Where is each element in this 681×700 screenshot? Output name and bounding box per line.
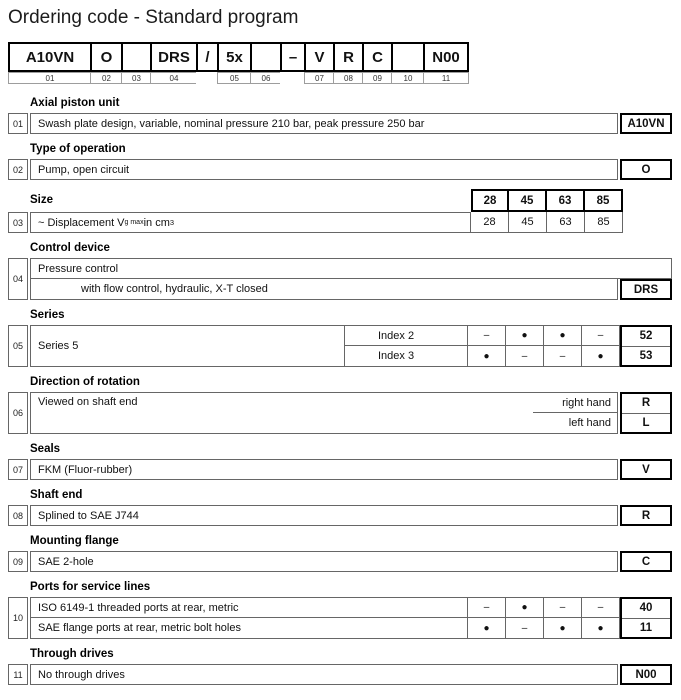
code-box: 11 [622,618,670,638]
displacement-unit: in cm [143,216,170,229]
code-box: A10VN [620,113,672,134]
rotation-option-label: left hand [568,417,611,429]
size-value: 63 [547,212,585,233]
ordering-code-col [304,42,335,84]
code-box: 40 [639,602,653,615]
ordering-code-pos: 01 [8,72,92,84]
size-column-header: 63 [547,191,585,210]
ordering-code-pos: 05 [217,72,252,84]
series-index-grid [345,325,620,367]
page-title: Ordering code - Standard program [8,7,299,28]
ordering-code-pos: 02 [90,72,123,84]
position-number: 10 [8,597,28,639]
availability-mark: – [582,597,620,618]
code-box: 53 [622,346,670,366]
availability-mark: ● [468,346,506,367]
code-box: O [620,159,672,180]
size-column-headers [471,189,623,212]
section-heading: Mounting flange [30,535,119,547]
availability-mark: – [544,597,582,618]
description-cell: Pump, open circuit [30,159,618,180]
description-cell [30,392,618,434]
ordering-code-col [391,42,425,84]
section-heading: Through drives [30,648,114,660]
section-type-of-operation [8,143,672,180]
section-heading: Shaft end [30,489,83,501]
availability-mark: – [506,346,544,367]
rotation-description: Viewed on shaft end [38,396,138,408]
availability-mark: ● [506,597,544,618]
ordering-code-col [90,42,123,84]
ordering-code-pos: 08 [333,72,364,84]
index-label: Index 2 [345,325,468,346]
ordering-code-pos: 03 [121,72,152,84]
availability-mark: ● [582,346,620,367]
size-column-header: 85 [596,194,610,207]
position-number: 11 [8,664,28,685]
description-cell: No through drives [30,664,618,685]
description-cell: with flow control, hydraulic, X-T closed [30,279,618,300]
ordering-code-pos: 09 [362,72,393,84]
rotation-labels [533,393,617,433]
code-stack [620,325,672,367]
code-box: N00 [620,664,672,685]
position-number: 07 [8,459,28,480]
ordering-code-cell: R [333,42,364,72]
ordering-code-cell [391,42,425,72]
availability-mark: – [582,325,620,346]
availability-mark: ● [544,325,582,346]
section-mounting-flange [8,535,672,572]
ordering-code-pos-blank [196,72,219,84]
description-cell: ISO 6149-1 threaded ports at rear, metric [30,597,468,618]
section-heading: Series [30,309,65,321]
description-cell: Series 5 [30,325,345,367]
availability-mark: – [544,346,582,367]
position-number: 09 [8,551,28,572]
availability-mark: – [468,597,506,618]
ordering-code-separator-slash: / [196,42,219,72]
displacement-superscript: 3 [169,218,175,227]
control-device-body [30,258,672,300]
position-number: 05 [8,325,28,367]
ordering-code-col [250,42,282,84]
availability-mark: ● [468,618,506,639]
section-size [8,189,672,233]
displacement-label: ~ Displacement V [38,216,125,229]
ordering-code-table [8,42,493,84]
section-seals [8,443,672,480]
availability-mark: – [468,325,506,346]
ordering-code-cell: O [90,42,123,72]
position-number: 03 [8,212,28,233]
ordering-code-cell: C [362,42,393,72]
ordering-code-col [8,42,92,84]
section-heading: Axial piston unit [30,97,120,109]
ordering-code-cell: DRS [150,42,198,72]
index-label: Index 3 [345,346,468,367]
availability-mark: ● [506,325,544,346]
ports-grid [30,597,620,639]
size-header-row [8,189,672,212]
code-stack [620,597,672,639]
ordering-code-col [333,42,364,84]
ordering-code-cell: A10VN [8,42,92,72]
section-axial-piston-unit [8,97,672,134]
code-box: R [620,505,672,526]
rotation-option-label: right hand [533,393,617,413]
description-cell: Pressure control [30,258,672,279]
ordering-code-cell: 5x [217,42,252,72]
ordering-code-col [423,42,469,84]
code-box: C [620,551,672,572]
section-heading: Ports for service lines [30,581,151,593]
availability-mark: – [506,618,544,639]
code-box: 52 [639,330,653,343]
ordering-code-col [121,42,152,84]
size-value: 45 [509,212,547,233]
ordering-code-pos: 11 [423,72,469,84]
ordering-code-col [196,42,219,84]
section-heading: Control device [30,242,110,254]
section-heading: Direction of rotation [30,376,140,388]
section-series [8,309,672,367]
description-cell: SAE 2-hole [30,551,618,572]
description-cell [30,212,471,233]
section-shaft-end [8,489,672,526]
section-heading: Type of operation [30,143,126,155]
ordering-code-pos: 10 [391,72,425,84]
section-heading: Size [30,194,54,206]
code-box: DRS [620,279,672,300]
size-value: 28 [471,212,509,233]
ordering-code-col [280,42,306,84]
ordering-code-pos: 04 [150,72,198,84]
ordering-code-separator-dash: – [280,42,306,72]
ordering-code-pos: 06 [250,72,282,84]
description-cell: Splined to SAE J744 [30,505,618,526]
ordering-code-cell [121,42,152,72]
code-box: V [620,459,672,480]
section-direction-of-rotation [8,376,672,434]
ordering-code-pos: 07 [304,72,335,84]
size-column-header: 45 [509,191,547,210]
ordering-code-col [362,42,393,84]
code-box: R [641,397,651,410]
description-cell: SAE flange ports at rear, metric bolt holes [30,618,468,639]
section-heading: Seals [30,443,61,455]
position-number: 04 [8,258,28,300]
size-value: 85 [585,212,623,233]
position-number: 08 [8,505,28,526]
ordering-code-col [217,42,252,84]
ordering-code-col [150,42,198,84]
ordering-code-cell [250,42,282,72]
spacer [623,212,672,233]
ordering-code-cell: N00 [423,42,469,72]
displacement-subscript: g max [124,219,144,226]
ordering-code-pos-blank [280,72,306,84]
position-number: 02 [8,159,28,180]
position-number: 01 [8,113,28,134]
section-ports-for-service-lines [8,581,672,639]
ordering-code-cell: V [304,42,335,72]
description-cell: Swash plate design, variable, nominal pressure 210 bar, peak pressure 250 bar [30,113,618,134]
availability-mark: ● [582,618,620,639]
code-stack [620,392,672,434]
code-box: L [622,413,670,433]
section-through-drives [8,648,672,685]
description-cell: FKM (Fluor-rubber) [30,459,618,480]
availability-mark: ● [544,618,582,639]
section-control-device [8,242,672,300]
size-column-header: 28 [473,191,509,210]
position-number: 06 [8,392,28,434]
